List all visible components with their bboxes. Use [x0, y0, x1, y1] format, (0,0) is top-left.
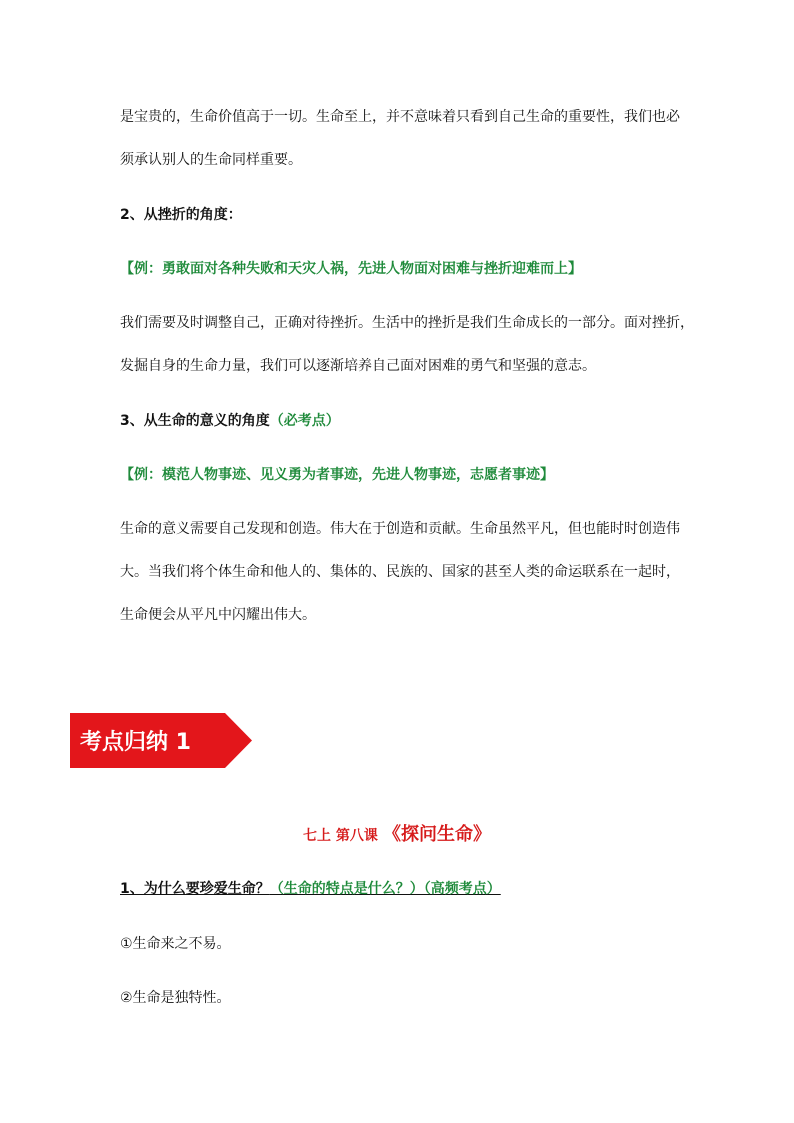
section-banner: [70, 713, 252, 768]
paragraph-line: 我们需要及时调整自己，正确对待挫折。生活中的挫折是我们生命成长的一部分。面对挫折，: [120, 315, 694, 331]
heading-tag: （必考点）: [269, 413, 340, 429]
heading-text: 3、从生命的意义的角度: [120, 413, 270, 429]
section-heading: [120, 411, 340, 431]
example-note: 【例：模范人物事迹、见义勇为者事迹，先进人物事迹，志愿者事迹】: [120, 467, 554, 483]
question-sub: （生命的特点是什么？）（高频考点）: [269, 881, 501, 897]
list-item: ①生命来之不易。: [120, 936, 231, 952]
lesson-heading: [0, 820, 794, 846]
paragraph-line: 是宝贵的，生命价值高于一切。生命至上，并不意味着只看到自己生命的重要性，我们也必: [120, 109, 680, 125]
paragraph-line: 生命的意义需要自己发现和创造。伟大在于创造和贡献。生命虽然平凡，但也能时时创造伟: [120, 521, 680, 537]
banner-label: 考点归纳 1: [80, 730, 191, 755]
paragraph-line: 生命便会从平凡中闪耀出伟大。: [120, 607, 316, 623]
paragraph-line: 须承认别人的生命同样重要。: [120, 152, 302, 168]
paragraph-line: 发掘自身的生命力量，我们可以逐渐培养自己面对困难的勇气和坚强的意志。: [120, 358, 596, 374]
lesson-prefix: 七上 第八课: [303, 828, 378, 844]
section-heading: 2、从挫折的角度：: [120, 207, 242, 223]
question-heading: [120, 879, 501, 899]
list-item: ②生命是独特性。: [120, 990, 231, 1006]
question-main: 1、为什么要珍爱生命？: [120, 881, 270, 897]
paragraph-line: 大。当我们将个体生命和他人的、集体的、民族的、国家的甚至人类的命运联系在一起时，: [120, 564, 680, 580]
lesson-title: 《探问生命》: [382, 824, 491, 845]
example-note: 【例：勇敢面对各种失败和天灾人祸，先进人物面对困难与挫折迎难而上】: [120, 261, 582, 277]
